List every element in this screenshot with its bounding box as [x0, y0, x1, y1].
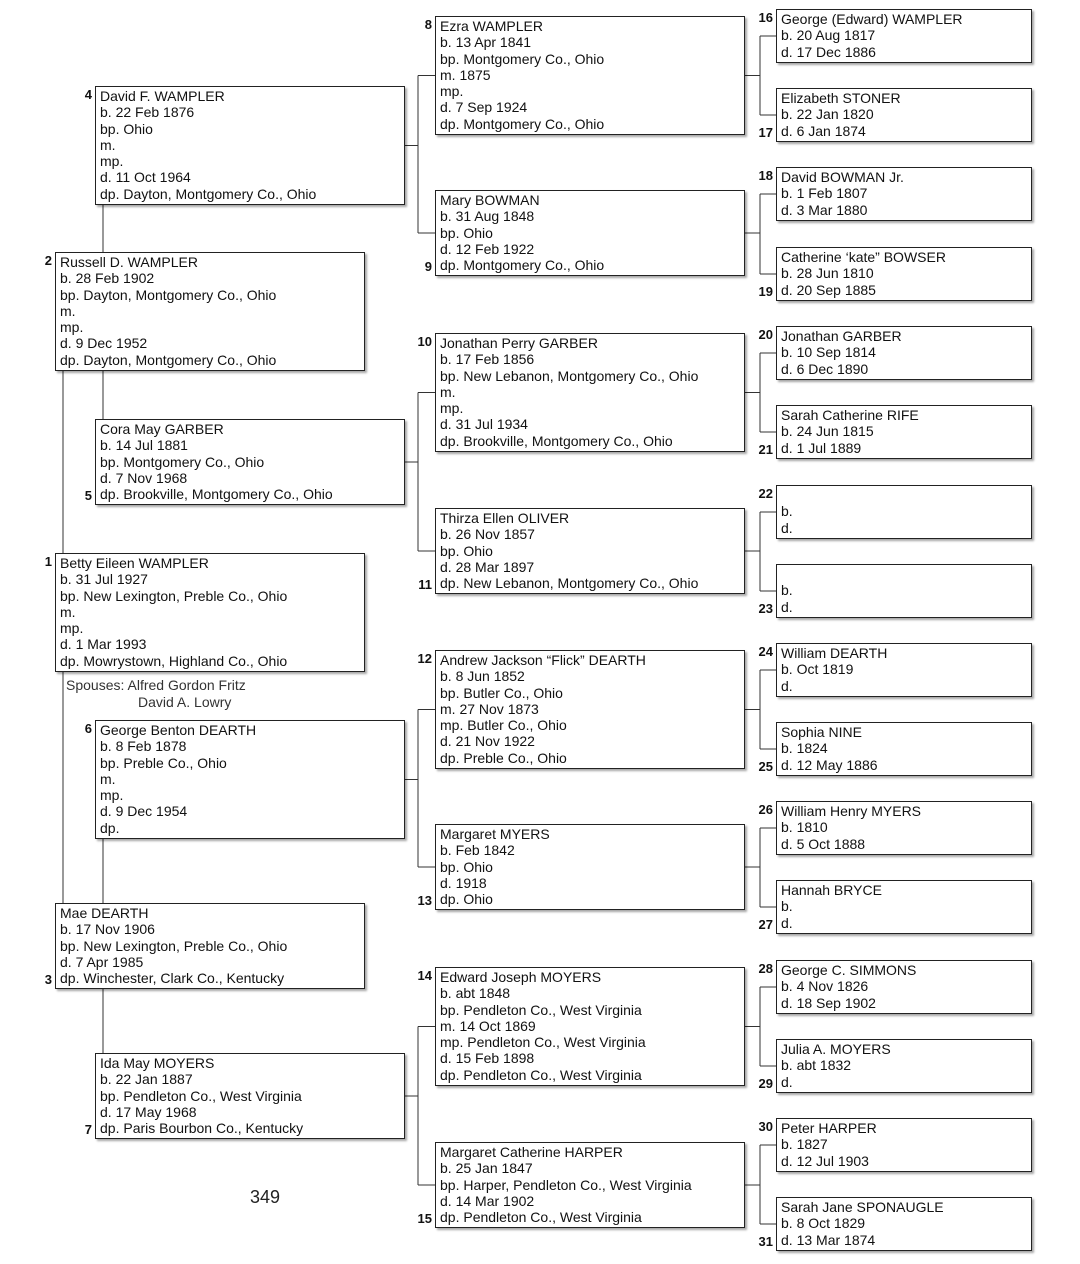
- person-name: Mae DEARTH: [60, 905, 149, 921]
- person-number-7: 7: [84, 1122, 92, 1137]
- person-name: Ezra WAMPLER: [440, 18, 543, 34]
- person-fact: d.: [781, 519, 793, 536]
- person-fact: b. 22 Jan 1820: [781, 106, 874, 123]
- person-number-9: 9: [424, 259, 432, 274]
- person-fact: bp. Ohio: [440, 224, 493, 241]
- person-fact: b. 24 Jun 1815: [781, 423, 874, 440]
- person-name: [781, 566, 1027, 582]
- person-fact: d. 12 Feb 1922: [440, 240, 535, 257]
- spouse-2: David A. Lowry: [138, 694, 232, 710]
- person-fact: d. 7 Nov 1968: [100, 469, 188, 486]
- person-fact: m. 27 Nov 1873: [440, 700, 539, 717]
- person-name: Peter HARPER: [781, 1120, 877, 1136]
- person-name: Andrew Jackson “Flick” DEARTH: [440, 652, 646, 668]
- person-box-11: [435, 508, 745, 594]
- person-name: George C. SIMMONS: [781, 962, 917, 978]
- person-fact: mp.: [100, 153, 124, 170]
- person-name: George Benton DEARTH: [100, 722, 257, 738]
- person-name: Sarah Jane SPONAUGLE: [781, 1199, 944, 1215]
- person-fact: d. 1918: [440, 874, 487, 891]
- person-fact: bp. Ohio: [100, 120, 153, 137]
- person-fact: d. 1 Jul 1889: [781, 439, 862, 456]
- person-fact: mp.: [440, 83, 464, 100]
- person-fact: dp. Dayton, Montgomery Co., Ohio: [100, 185, 317, 202]
- person-number-21: 21: [758, 442, 773, 457]
- person-fact: m. 1875: [440, 66, 491, 83]
- person-box-1: [55, 553, 365, 672]
- person-name: William DEARTH: [781, 645, 888, 661]
- person-fact: m.: [440, 383, 456, 400]
- person-box-5: [95, 419, 405, 505]
- person-name: Sarah Catherine RIFE: [781, 407, 919, 423]
- person-box-27: [776, 880, 1032, 934]
- person-name: Jonathan GARBER: [781, 328, 902, 344]
- person-fact: b. 8 Oct 1829: [781, 1215, 866, 1232]
- person-number-25: 25: [758, 759, 773, 774]
- person-number-24: 24: [758, 644, 773, 659]
- person-box-22: [776, 485, 1032, 539]
- person-number-6: 6: [84, 721, 92, 736]
- person-fact: d. 15 Feb 1898: [440, 1050, 535, 1067]
- person-fact: bp. New Lexington, Preble Co., Ohio: [60, 587, 288, 604]
- person-fact: b. 22 Feb 1876: [100, 104, 195, 121]
- person-box-20: [776, 326, 1032, 380]
- person-fact: b. 28 Jun 1810: [781, 265, 874, 282]
- person-fact: b. 31 Jul 1927: [60, 571, 148, 588]
- person-fact: bp. Butler Co., Ohio: [440, 684, 563, 701]
- person-fact: b. Oct 1819: [781, 661, 854, 678]
- person-fact: bp. Pendleton Co., West Virginia: [440, 1001, 642, 1018]
- person-fact: d. 31 Jul 1934: [440, 416, 528, 433]
- person-fact: d. 1 Mar 1993: [60, 636, 147, 653]
- person-fact: d. 9 Dec 1952: [60, 335, 148, 352]
- person-box-16: [776, 9, 1032, 63]
- person-box-19: [776, 247, 1032, 301]
- person-box-30: [776, 1118, 1032, 1172]
- person-fact: dp. Montgomery Co., Ohio: [440, 115, 605, 132]
- person-box-17: [776, 88, 1032, 142]
- person-fact: d.: [781, 914, 793, 931]
- person-fact: mp. Butler Co., Ohio: [440, 717, 567, 734]
- person-fact: b. 25 Jan 1847: [440, 1160, 533, 1177]
- person-fact: d. 21 Nov 1922: [440, 733, 535, 750]
- person-number-10: 10: [417, 334, 432, 349]
- person-fact: bp. Montgomery Co., Ohio: [100, 453, 265, 470]
- person-box-14: [435, 967, 745, 1086]
- person-fact: d. 13 Mar 1874: [781, 1231, 876, 1248]
- person-fact: dp. Montgomery Co., Ohio: [440, 257, 605, 274]
- person-fact: b.: [781, 503, 793, 520]
- person-box-3: [55, 903, 365, 989]
- person-box-6: [95, 720, 405, 839]
- person-name: Julia A. MOYERS: [781, 1041, 891, 1057]
- person-number-17: 17: [758, 125, 773, 140]
- person-fact: mp.: [100, 787, 124, 804]
- person-fact: dp. Pendleton Co., West Virginia: [440, 1066, 642, 1083]
- person-fact: mp. Pendleton Co., West Virginia: [440, 1034, 646, 1051]
- person-number-27: 27: [758, 917, 773, 932]
- person-box-31: [776, 1197, 1032, 1251]
- person-fact: b. 8 Jun 1852: [440, 668, 525, 685]
- person-fact: b. 28 Feb 1902: [60, 270, 155, 287]
- person-fact: b. 26 Nov 1857: [440, 526, 535, 543]
- person-fact: d. 6 Jan 1874: [781, 122, 866, 139]
- person-number-3: 3: [44, 972, 52, 987]
- person-name: Elizabeth STONER: [781, 90, 901, 106]
- person-name: Sophia NINE: [781, 724, 862, 740]
- person-box-8: [435, 16, 745, 135]
- person-fact: b. 20 Aug 1817: [781, 27, 876, 44]
- person-fact: dp. Winchester, Clark Co., Kentucky: [60, 970, 285, 987]
- person-fact: d. 12 May 1886: [781, 756, 878, 773]
- person-box-7: [95, 1053, 405, 1139]
- person-fact: d. 20 Sep 1885: [781, 281, 876, 298]
- person-fact: b. 14 Jul 1881: [100, 437, 188, 454]
- person-fact: bp. Montgomery Co., Ohio: [440, 50, 605, 67]
- person-fact: b. abt 1848: [440, 985, 511, 1002]
- person-name: Margaret MYERS: [440, 826, 550, 842]
- person-box-2: [55, 252, 365, 371]
- person-number-4: 4: [84, 87, 92, 102]
- person-box-10: [435, 333, 745, 452]
- person-fact: b. 1824: [781, 740, 828, 757]
- person-fact: b. 31 Aug 1848: [440, 208, 535, 225]
- person-fact: dp. New Lebanon, Montgomery Co., Ohio: [440, 575, 699, 592]
- person-box-25: [776, 722, 1032, 776]
- person-box-24: [776, 643, 1032, 697]
- person-fact: m.: [60, 302, 76, 319]
- person-fact: b. 17 Nov 1906: [60, 921, 155, 938]
- person-fact: d. 18 Sep 1902: [781, 994, 876, 1011]
- person-name: George (Edward) WAMPLER: [781, 11, 963, 27]
- person-name: Edward Joseph MOYERS: [440, 969, 602, 985]
- person-fact: d. 5 Oct 1888: [781, 835, 866, 852]
- person-fact: b. 8 Feb 1878: [100, 738, 187, 755]
- person-name: Russell D. WAMPLER: [60, 254, 198, 270]
- person-fact: b. 4 Nov 1826: [781, 978, 869, 995]
- person-fact: d. 14 Mar 1902: [440, 1192, 535, 1209]
- person-name: Jonathan Perry GARBER: [440, 335, 598, 351]
- person-fact: d. 7 Apr 1985: [60, 953, 144, 970]
- person-number-14: 14: [417, 968, 432, 983]
- person-box-18: [776, 167, 1032, 221]
- person-name: Thirza Ellen OLIVER: [440, 510, 570, 526]
- person-number-15: 15: [417, 1211, 432, 1226]
- person-name: David BOWMAN Jr.: [781, 169, 904, 185]
- person-fact: d.: [781, 677, 793, 694]
- person-name: Hannah BRYCE: [781, 882, 882, 898]
- person-fact: b. 1827: [781, 1136, 828, 1153]
- person-number-31: 31: [758, 1234, 773, 1249]
- person-fact: d. 7 Sep 1924: [440, 99, 528, 116]
- person-number-18: 18: [758, 168, 773, 183]
- person-box-12: [435, 650, 745, 769]
- person-box-13: [435, 824, 745, 910]
- person-fact: dp.: [100, 819, 120, 836]
- person-fact: b. 1810: [781, 819, 828, 836]
- person-box-4: [95, 86, 405, 205]
- person-box-26: [776, 801, 1032, 855]
- person-fact: bp. Harper, Pendleton Co., West Virginia: [440, 1176, 692, 1193]
- person-fact: d.: [781, 1073, 793, 1090]
- page-number: 349: [250, 1187, 281, 1207]
- person-fact: b. 1 Feb 1807: [781, 185, 868, 202]
- person-fact: d. 28 Mar 1897: [440, 558, 535, 575]
- person-fact: d. 6 Dec 1890: [781, 360, 869, 377]
- person-fact: m.: [100, 770, 116, 787]
- person-fact: d. 9 Dec 1954: [100, 803, 188, 820]
- person-fact: bp. Ohio: [440, 858, 493, 875]
- person-fact: bp. Pendleton Co., West Virginia: [100, 1087, 302, 1104]
- person-number-30: 30: [758, 1119, 773, 1134]
- person-fact: b.: [781, 898, 793, 915]
- person-number-12: 12: [417, 651, 432, 666]
- person-number-26: 26: [758, 802, 773, 817]
- person-name: Margaret Catherine HARPER: [440, 1144, 623, 1160]
- person-name: Betty Eileen WAMPLER: [60, 555, 209, 571]
- person-fact: d. 17 May 1968: [100, 1103, 197, 1120]
- person-number-29: 29: [758, 1076, 773, 1091]
- person-fact: dp. Mowrystown, Highland Co., Ohio: [60, 652, 288, 669]
- person-fact: b. Feb 1842: [440, 842, 515, 859]
- person-fact: b.: [781, 582, 793, 599]
- person-fact: dp. Paris Bourbon Co., Kentucky: [100, 1120, 304, 1137]
- person-number-5: 5: [84, 488, 92, 503]
- person-number-23: 23: [758, 601, 773, 616]
- person-fact: bp. Dayton, Montgomery Co., Ohio: [60, 286, 277, 303]
- person-number-11: 11: [418, 577, 432, 592]
- person-fact: b. 17 Feb 1856: [440, 351, 535, 368]
- person-fact: m.: [60, 603, 76, 620]
- person-number-16: 16: [758, 10, 773, 25]
- person-number-1: 1: [44, 554, 52, 569]
- person-fact: d.: [781, 598, 793, 615]
- person-name: Catherine ‘kate” BOWSER: [781, 249, 946, 265]
- spouses-label: Spouses:: [66, 677, 125, 693]
- person-number-19: 19: [758, 284, 773, 299]
- person-fact: d. 3 Mar 1880: [781, 201, 868, 218]
- person-fact: b. 22 Jan 1887: [100, 1071, 193, 1088]
- person-fact: mp.: [440, 400, 464, 417]
- person-fact: b. 10 Sep 1814: [781, 344, 876, 361]
- person-fact: dp. Brookville, Montgomery Co., Ohio: [440, 432, 673, 449]
- person-fact: b. abt 1832: [781, 1057, 852, 1074]
- person-box-21: [776, 405, 1032, 459]
- person-name: Ida May MOYERS: [100, 1055, 215, 1071]
- person-name: Mary BOWMAN: [440, 192, 540, 208]
- person-fact: bp. New Lebanon, Montgomery Co., Ohio: [440, 367, 699, 384]
- person-name: Cora May GARBER: [100, 421, 224, 437]
- person-number-2: 2: [44, 253, 52, 268]
- person-name: William Henry MYERS: [781, 803, 922, 819]
- person-fact: dp. Preble Co., Ohio: [440, 749, 567, 766]
- person-number-13: 13: [417, 893, 432, 908]
- person-fact: dp. Dayton, Montgomery Co., Ohio: [60, 351, 277, 368]
- person-fact: d. 17 Dec 1886: [781, 43, 876, 60]
- person-fact: dp. Ohio: [440, 891, 493, 908]
- person-fact: m. 14 Oct 1869: [440, 1017, 536, 1034]
- person-fact: bp. New Lexington, Preble Co., Ohio: [60, 937, 288, 954]
- person-fact: d. 12 Jul 1903: [781, 1152, 869, 1169]
- person-fact: mp.: [60, 620, 84, 637]
- person-box-28: [776, 960, 1032, 1014]
- person-number-22: 22: [758, 486, 773, 501]
- person-fact: mp.: [60, 319, 84, 336]
- person-fact: m.: [100, 136, 116, 153]
- person-fact: bp. Ohio: [440, 542, 493, 559]
- person-name: David F. WAMPLER: [100, 88, 225, 104]
- person-number-8: 8: [424, 17, 432, 32]
- person-fact: d. 11 Oct 1964: [100, 169, 191, 186]
- person-fact: dp. Brookville, Montgomery Co., Ohio: [100, 486, 333, 503]
- person-name: [781, 487, 1027, 503]
- person-box-29: [776, 1039, 1032, 1093]
- spouse-1: Alfred Gordon Fritz: [127, 677, 246, 693]
- person-box-23: [776, 564, 1032, 618]
- person-fact: bp. Preble Co., Ohio: [100, 754, 227, 771]
- person-number-28: 28: [758, 961, 773, 976]
- person-fact: b. 13 Apr 1841: [440, 34, 532, 51]
- person-box-15: [435, 1142, 745, 1228]
- spouses-note: [66, 677, 246, 711]
- person-fact: dp. Pendleton Co., West Virginia: [440, 1209, 642, 1226]
- person-box-9: [435, 190, 745, 276]
- person-number-20: 20: [758, 327, 773, 342]
